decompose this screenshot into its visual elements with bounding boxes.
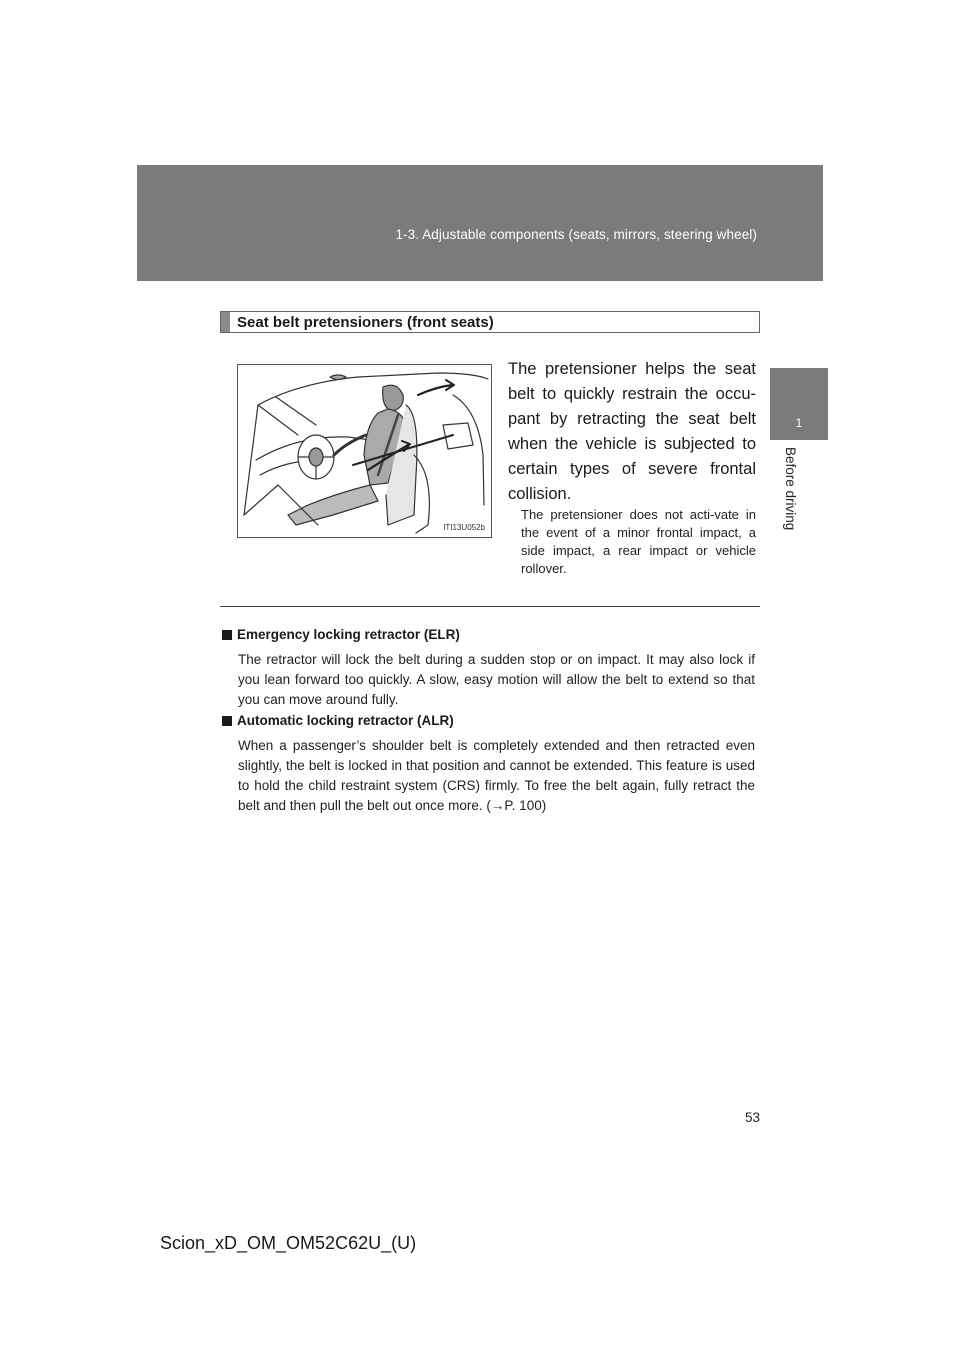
page-number: 53 — [744, 1110, 760, 1125]
note-alr — [222, 711, 755, 816]
document-code: Scion_xD_OM_OM52C62U_(U) — [160, 1233, 417, 1253]
square-bullet-icon — [222, 716, 232, 726]
chapter-header-band — [137, 165, 823, 281]
note-title-text: Emergency locking retractor (ELR) — [237, 627, 460, 642]
note-title-text: Automatic locking retractor (ALR) — [237, 713, 454, 728]
section-heading-text: Seat belt pretensioners (front seats) — [237, 314, 494, 331]
note-title — [222, 625, 755, 645]
note-body: When a passenger’s shoulder belt is completely extended and then retracted even slightly, the belt is locked in that position and cannot be extended. This feature is used to hold the child restraint system (CRS) firmly. To free the belt again, fully retract the belt and then pull the belt out once more. (→P. 100) — [238, 738, 755, 813]
intro-note: The pretensioner does not acti-vate in the event of a minor frontal impact, a side impact, a rear impact or vehicle rollover. — [521, 507, 756, 576]
note-title — [222, 711, 755, 731]
square-bullet-icon — [222, 630, 232, 640]
note-elr — [222, 625, 755, 710]
pretensioner-illustration — [237, 364, 492, 538]
chapter-header-title: 1-3. Adjustable components (seats, mirrors, steering wheel) — [395, 227, 757, 242]
figure-code: ITI13U052b — [443, 523, 485, 532]
chapter-side-tab — [770, 368, 828, 440]
divider-rule — [220, 606, 760, 607]
intro-paragraph: The pretensioner helps the seat belt to quickly restrain the occu-pant by retracting the seat belt when the vehicle is subjected to certain types of severe frontal collision. — [508, 360, 756, 503]
heading-accent-bar — [221, 312, 230, 332]
chapter-tab-number: 1 — [795, 416, 803, 430]
note-body: The retractor will lock the belt during a sudden stop or on impact. It may also lock if you lean forward too quickly. A slow, easy motion will allow the belt to extend so that you can move around fully. — [238, 652, 755, 707]
car-interior-drawing — [238, 365, 491, 537]
section-heading — [220, 311, 760, 333]
chapter-side-label: Before driving — [783, 447, 798, 531]
